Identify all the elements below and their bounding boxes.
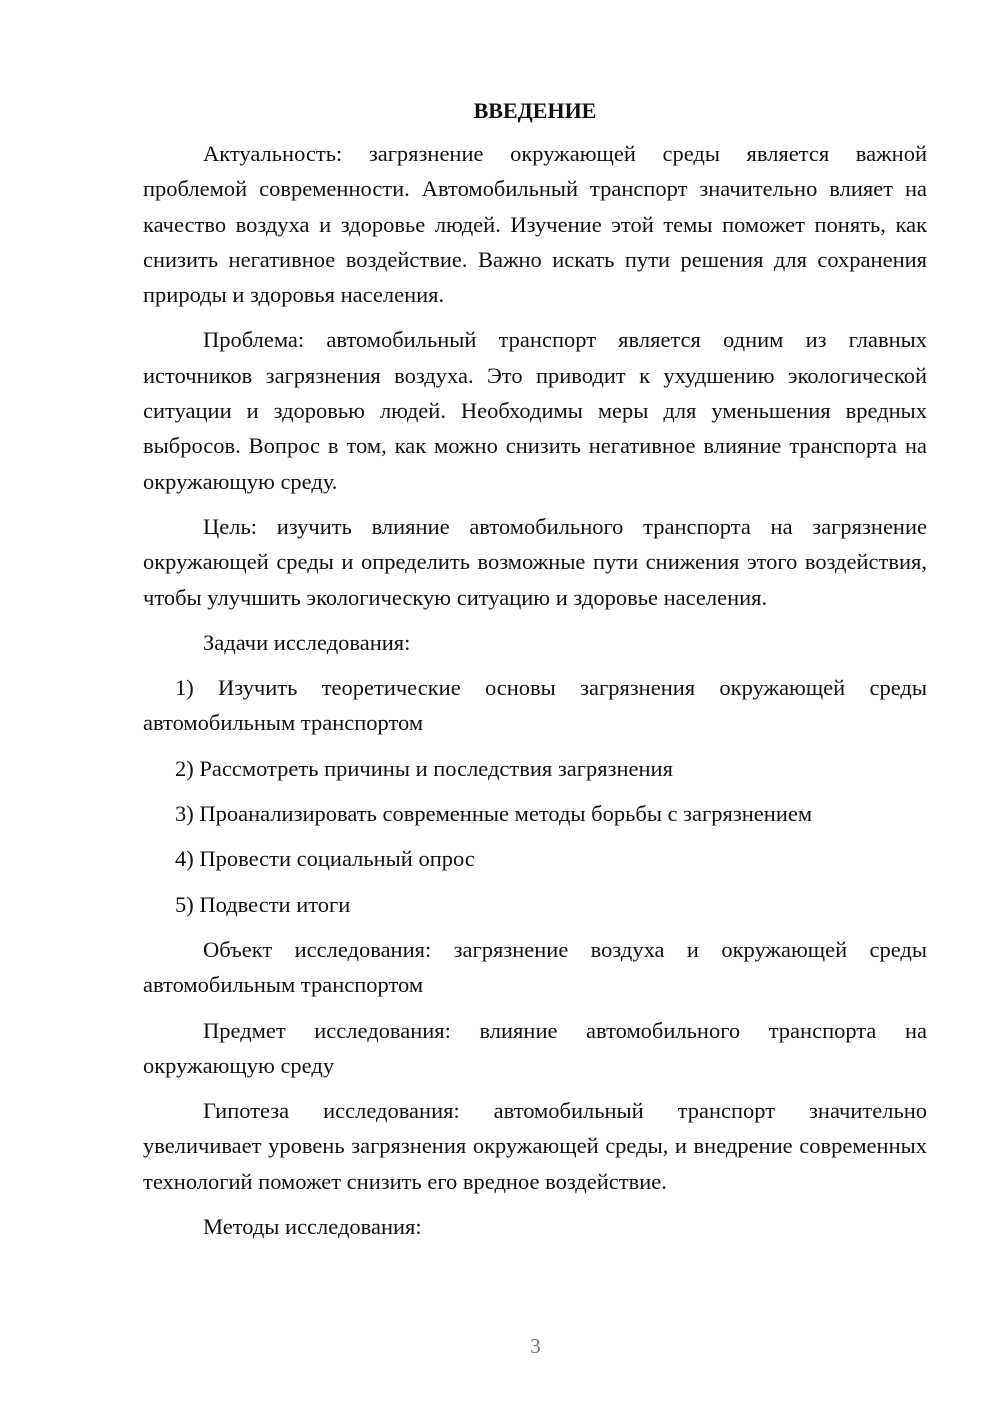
section-title: ВВЕДЕНИЕ <box>473 98 597 123</box>
paragraph-goal: Цель: изучить влияние автомобильного транспорта на загрязнение окружающей среды и определить возможные пути снижения этого воздействия, чтобы улучшить экологическую ситуацию и здоровье населения. <box>143 513 927 610</box>
methods-heading: Методы исследования: <box>203 1214 422 1240</box>
document-body <box>143 96 927 1254</box>
task-item-3: 3) Проанализировать современные методы борьбы с загрязнением <box>175 801 813 827</box>
paragraph-subject: Предмет исследования: влияние автомобильного транспорта на окружающую среду <box>143 1017 927 1078</box>
page-number: 3 <box>530 1334 541 1358</box>
task-item-5: 5) Подвести итоги <box>175 891 351 917</box>
paragraph-problem: Проблема: автомобильный транспорт является одним из главных источников загрязнения воздуха. Это приводит к ухудшению экологической ситуации и здоровью людей. Необходимы меры для уменьшения вредных выбросов. Вопрос в том, как можно снизить негативное влияние транспорта на окружающую среду. <box>143 327 927 494</box>
task-item-4: 4) Провести социальный опрос <box>175 846 475 872</box>
paragraph-object: Объект исследования: загрязнение воздуха и окружающей среды автомобильным транспортом <box>143 936 927 998</box>
task-item-2: 2) Рассмотреть причины и последствия загрязнения <box>175 755 673 781</box>
task-item-1: 1) Изучить теоретические основы загрязнения окружающей среды автомобильным транспортом <box>143 675 927 736</box>
paragraph-relevance: Актуальность: загрязнение окружающей среды является важной проблемой современности. Автомобильный транспорт значительно влияет на качество воздуха и здоровье людей. Изучение этой темы поможет понять, как снизить негативное воздействие. Важно искать пути решения для сохранения природы и здоровья населения. <box>143 141 927 308</box>
tasks-heading: Задачи исследования: <box>203 629 411 655</box>
paragraph-hypothesis: Гипотеза исследования: автомобильный транспорт значительно увеличивает уровень загрязнения окружающей среды, и внедрение современных технологий поможет снизить его вредное воздействие. <box>143 1098 927 1194</box>
